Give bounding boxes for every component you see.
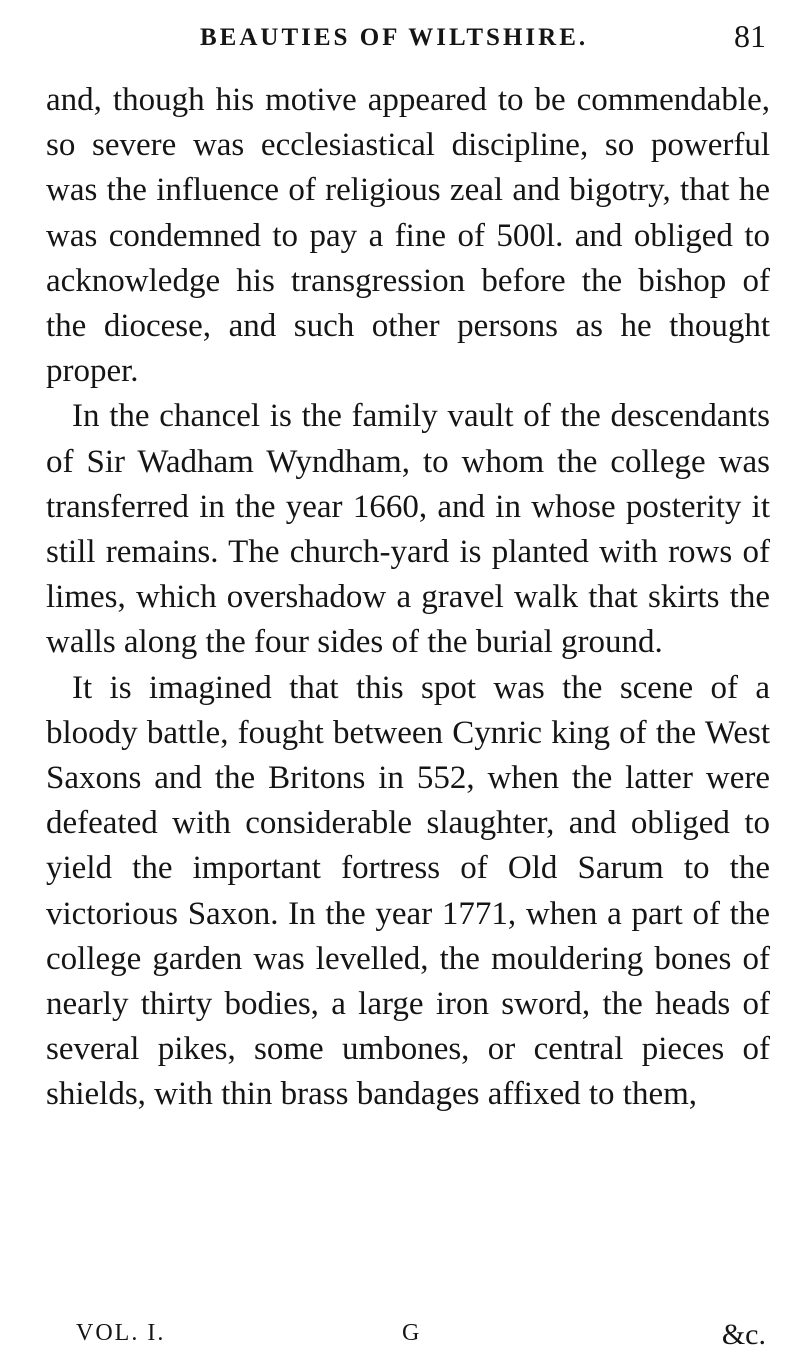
paragraph-continuation: and, though his motive appeared to be commendable, so severe was ecclesiastical discipline, so powerful was the influence of religious zeal and bigotry, that he was condemned to pay a fine of 500l. and obliged to acknowledge his transgression before the bishop of the diocese, and such other persons as he thought proper. [46, 82, 770, 390]
page-footer [0, 1318, 800, 1358]
catchword: &c. [721, 1318, 766, 1351]
paragraph-battle: It is imagined that this spot was the scene of a bloody battle, fought between Cynric king of the West Saxons and the Britons in 552, when the latter were defeated with considerable slaughter, and obliged to yield the important fortress of Old Sarum to the victorious Saxon. In the year 1771, when a part of the college garden was levelled, the mouldering bones of nearly thirty bodies, a large iron sword, the heads of several pikes, some umbones, or central pieces of shields, with thin brass bandages affixed to them, [46, 669, 770, 1113]
page-number: 81 [734, 18, 766, 54]
signature-mark: G [402, 1320, 420, 1346]
body-text [46, 78, 770, 1118]
running-title: BEAUTIES OF WILTSHIRE. [200, 24, 589, 51]
paragraph-chancel-vault: In the chancel is the family vault of the descendants of Sir Wadham Wyndham, to whom the college was transferred in the year 1660, and in whose posterity it still remains. The church-yard is planted with rows of limes, which overshadow a gravel walk that skirts the walls along the four sides of the burial ground. [46, 398, 770, 661]
volume-marker: VOL. I. [76, 1320, 166, 1346]
page-header [0, 14, 800, 64]
